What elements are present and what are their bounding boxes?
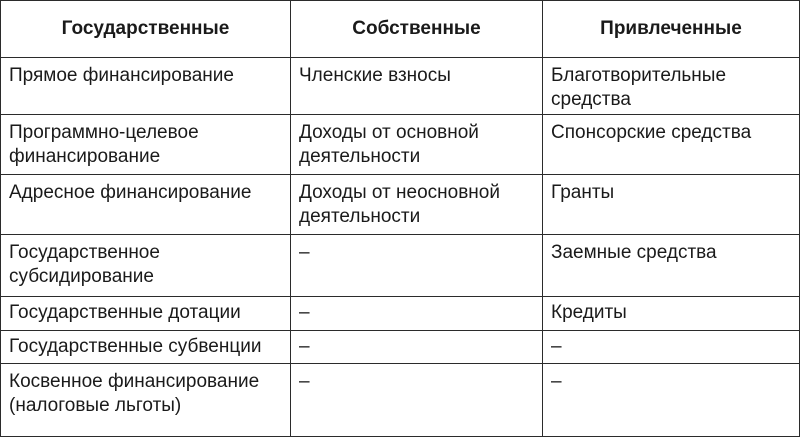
table-cell: Спонсорские средства — [543, 115, 800, 175]
table-row — [1, 364, 800, 437]
table-cell: Государственные дотации — [1, 297, 291, 331]
table-header-row — [1, 1, 800, 58]
table-row — [1, 175, 800, 235]
column-header-own: Собственные — [291, 1, 543, 58]
table-cell: Адресное финансирование — [1, 175, 291, 235]
table-row — [1, 115, 800, 175]
table-cell: Прямое финансирование — [1, 58, 291, 115]
column-header-attracted: Привлеченные — [543, 1, 800, 58]
table-row — [1, 297, 800, 331]
table-cell: Косвенное финансирование (налоговые льготы) — [1, 364, 291, 437]
table-cell-empty-dash: – — [291, 297, 543, 331]
table-cell: Программно-целевое финансирование — [1, 115, 291, 175]
table-cell-empty-dash: – — [291, 364, 543, 437]
table-cell: Государственное субсидирование — [1, 235, 291, 297]
table-row — [1, 235, 800, 297]
table-cell: Доходы от неосновной деятельности — [291, 175, 543, 235]
table-cell-empty-dash: – — [291, 331, 543, 364]
table-cell-empty-dash: – — [291, 235, 543, 297]
table-row — [1, 58, 800, 115]
table-cell-empty-dash: – — [543, 331, 800, 364]
table-cell: Благотворительные средства — [543, 58, 800, 115]
table-cell-empty-dash: – — [543, 364, 800, 437]
column-header-state: Государственные — [1, 1, 291, 58]
table-cell: Гранты — [543, 175, 800, 235]
table-cell: Членские взносы — [291, 58, 543, 115]
table-row — [1, 331, 800, 364]
table-cell: Доходы от основной деятельности — [291, 115, 543, 175]
table-cell: Кредиты — [543, 297, 800, 331]
table-cell: Заемные средства — [543, 235, 800, 297]
table-cell: Государственные субвенции — [1, 331, 291, 364]
